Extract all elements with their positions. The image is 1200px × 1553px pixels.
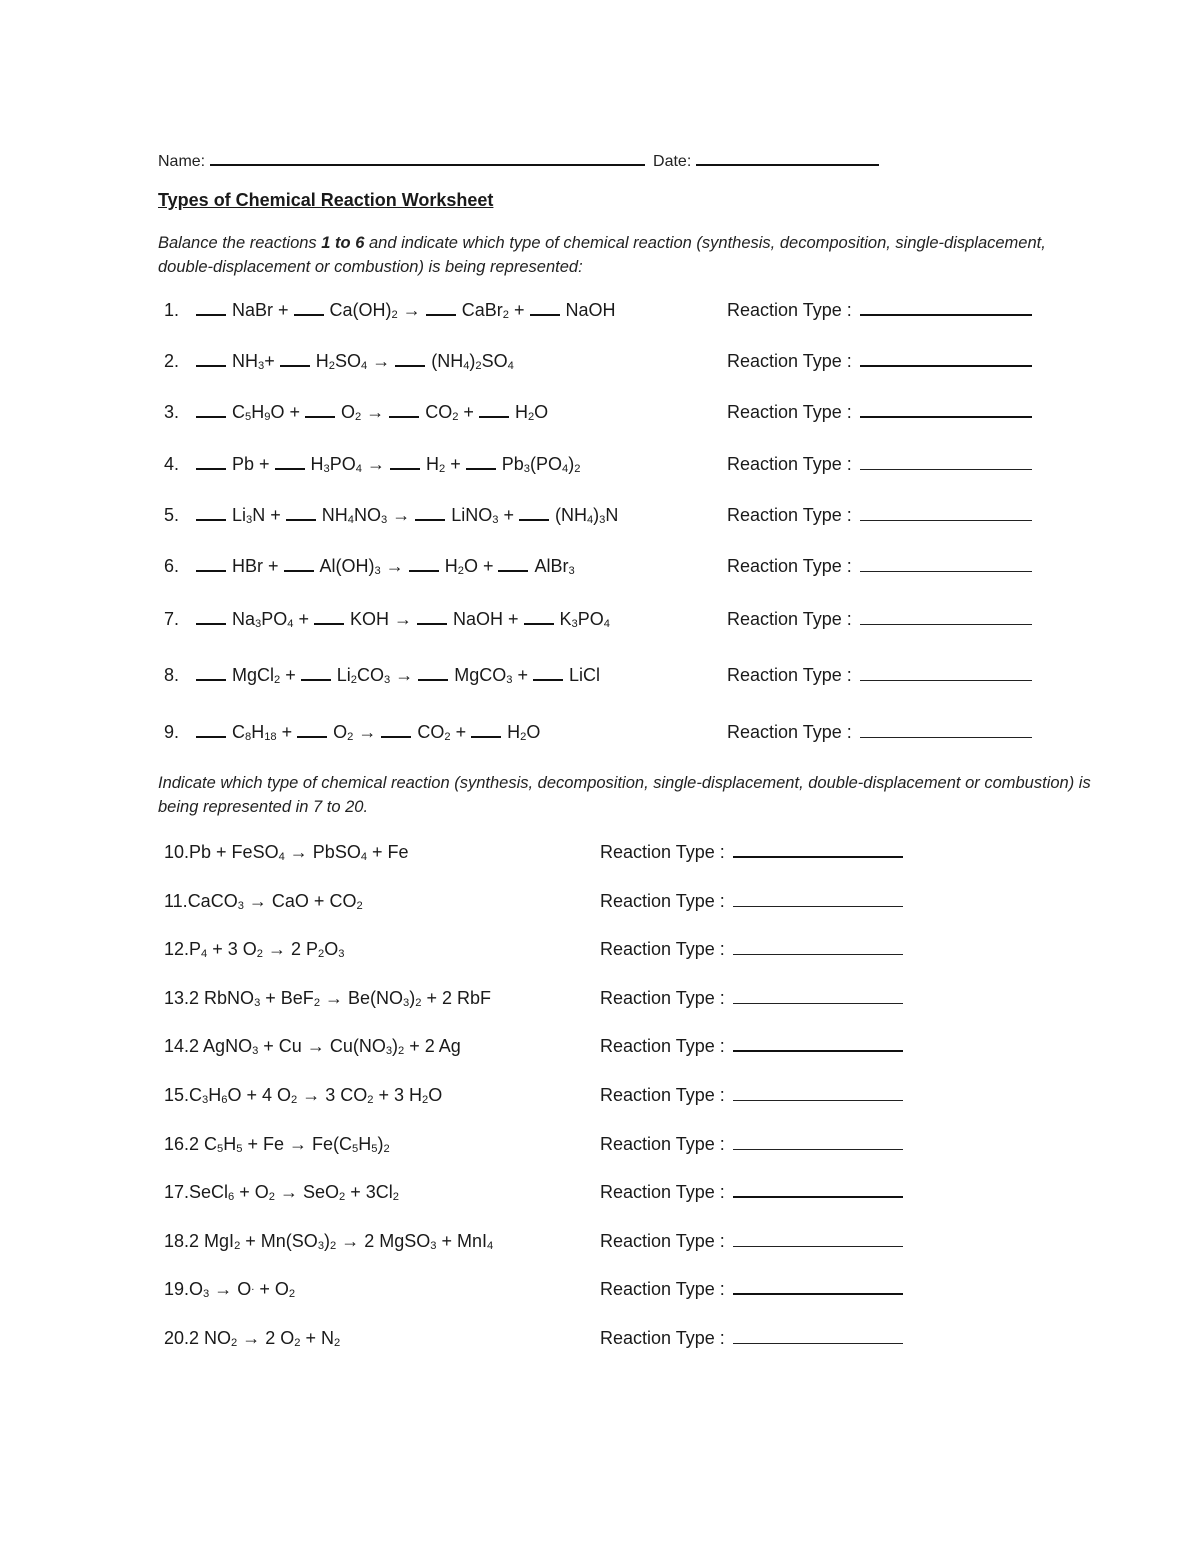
reaction-type-row xyxy=(600,988,903,1009)
reaction-type-row xyxy=(600,1036,903,1057)
equation: $15.C_3H_6O + 4$ $O_2 \to 3$ $CO_2 + 3$ $H_2O$ xyxy=(164,1085,443,1107)
coefficient-blank[interactable] xyxy=(284,558,314,572)
instructions-segment: and indicate which type of chemical reaction (synthesis, decomposition, single-displacement, double-displacement or combustion) is being represented: xyxy=(158,234,1046,276)
equation: $NH_3+ H_2SO_4 \to (NH_4)_2SO_4$ xyxy=(196,351,514,372)
equation: MgCl$_2$ + $Li_2CO_3$ → MgCO$_3$ + LiCl xyxy=(196,665,600,686)
reaction-type-label: Reaction Type : xyxy=(600,1134,725,1154)
equation: 18.2 $MgI_2 + Mn(SO_3)_2 \to 2$ MgSO$_3$ + MnI$_4$ xyxy=(164,1231,494,1253)
coefficient-blank[interactable] xyxy=(301,667,331,681)
date-label: Date: xyxy=(653,153,692,170)
reaction-type-label: Reaction Type : xyxy=(600,988,725,1008)
reaction-type-row xyxy=(727,609,1032,630)
question-number: 5. xyxy=(164,505,180,525)
equation: $19.O_3 \to O^. + O_2$ xyxy=(164,1279,296,1301)
coefficient-blank[interactable] xyxy=(196,507,226,521)
coefficient-blank[interactable] xyxy=(297,724,327,738)
coefficient-blank[interactable] xyxy=(417,611,447,625)
reaction-type-label: Reaction Type : xyxy=(727,505,852,525)
reaction-type-row xyxy=(600,1134,903,1155)
question-number: 3. xyxy=(164,402,180,422)
question-number: 9. xyxy=(164,722,180,742)
question-number: 11. xyxy=(164,891,188,911)
reaction-type-label: Reaction Type : xyxy=(727,351,852,371)
reaction-type-row xyxy=(600,1279,903,1300)
coefficient-blank[interactable] xyxy=(196,404,226,418)
coefficient-blank[interactable] xyxy=(524,611,554,625)
question-number: 19. xyxy=(164,1279,190,1299)
reaction-type-label: Reaction Type : xyxy=(600,891,725,911)
reaction-type-answer-field[interactable] xyxy=(860,612,1032,625)
reaction-type-label: Reaction Type : xyxy=(600,1085,725,1105)
reaction-type-label: Reaction Type : xyxy=(727,300,852,320)
reaction-type-answer-field[interactable] xyxy=(733,991,903,1004)
coefficient-blank[interactable] xyxy=(294,302,324,316)
name-field[interactable] xyxy=(210,150,645,166)
reaction-type-answer-field[interactable] xyxy=(860,668,1032,681)
reaction-type-answer-field[interactable] xyxy=(733,1137,903,1150)
reaction-type-answer-field[interactable] xyxy=(733,844,903,858)
coefficient-blank[interactable] xyxy=(196,302,226,316)
reaction-type-answer-field[interactable] xyxy=(860,353,1032,367)
reaction-type-label: Reaction Type : xyxy=(600,939,725,959)
reaction-type-label: Reaction Type : xyxy=(727,609,852,629)
question-number: 20. xyxy=(164,1328,190,1348)
reaction-type-row xyxy=(600,1085,903,1106)
equation: 14.2 AgNO$_3$ + $Cu \to Cu(NO_3)_2 + 2$ Ag xyxy=(164,1036,461,1058)
reaction-type-label: Reaction Type : xyxy=(727,556,852,576)
coefficient-blank[interactable] xyxy=(381,724,411,738)
reaction-type-label: Reaction Type : xyxy=(600,1182,725,1202)
reaction-type-label: Reaction Type : xyxy=(600,1036,725,1056)
reaction-type-label: Reaction Type : xyxy=(727,665,852,685)
instructions-identify: Indicate which type of chemical reaction (synthesis, decomposition, single-displacement, double-displacement or combustion) is being represented in 7 to 20. xyxy=(158,774,1091,816)
question-number: 8. xyxy=(164,665,180,685)
coefficient-blank[interactable] xyxy=(196,353,226,367)
equation: NaBr + $Ca(OH)_2$ → CaBr$_2$ + NaOH xyxy=(196,300,616,321)
date-field[interactable] xyxy=(696,150,879,166)
coefficient-blank[interactable] xyxy=(466,456,496,470)
reaction-type-label: Reaction Type : xyxy=(727,454,852,474)
instructions-segment: 1 to 6 xyxy=(321,234,365,252)
reaction-type-answer-field[interactable] xyxy=(733,1331,903,1344)
question-number: 14. xyxy=(164,1036,190,1056)
reaction-type-label: Reaction Type : xyxy=(600,1231,725,1251)
reaction-type-answer-field[interactable] xyxy=(860,302,1032,316)
question-number: 18. xyxy=(164,1231,190,1251)
coefficient-blank[interactable] xyxy=(305,404,335,418)
question-number: 7. xyxy=(164,609,180,629)
equation: 17.SeCl$_6$ + $O_2 \to SeO_2 + 3Cl_2$ xyxy=(164,1182,399,1204)
question-number: 15. xyxy=(164,1085,190,1105)
coefficient-blank[interactable] xyxy=(519,507,549,521)
coefficient-blank[interactable] xyxy=(196,456,226,470)
reaction-type-answer-field[interactable] xyxy=(860,559,1032,572)
reaction-type-label: Reaction Type : xyxy=(600,1279,725,1299)
reaction-type-answer-field[interactable] xyxy=(733,1088,903,1101)
coefficient-blank[interactable] xyxy=(415,507,445,521)
reaction-type-answer-field[interactable] xyxy=(860,725,1032,738)
reaction-type-answer-field[interactable] xyxy=(733,1184,903,1198)
reaction-type-label: Reaction Type : xyxy=(600,1328,725,1348)
instructions-balance xyxy=(158,231,1088,279)
question-number: 6. xyxy=(164,556,180,576)
question-number: 16. xyxy=(164,1134,190,1154)
reaction-type-row xyxy=(727,402,1032,423)
reaction-type-label: Reaction Type : xyxy=(727,402,852,422)
question-number: 2. xyxy=(164,351,180,371)
reaction-type-label: Reaction Type : xyxy=(727,722,852,742)
coefficient-blank[interactable] xyxy=(418,667,448,681)
reaction-type-row xyxy=(600,939,903,960)
reaction-type-row xyxy=(727,556,1032,577)
reaction-type-answer-field[interactable] xyxy=(733,894,903,907)
question-number: 10. xyxy=(164,842,190,862)
reaction-type-label: Reaction Type : xyxy=(600,842,725,862)
equation: $Pb + H_3PO_4 \to H_2 + Pb_3(PO_4)_2$ xyxy=(196,454,580,475)
reaction-type-row xyxy=(727,454,1032,475)
reaction-type-answer-field[interactable] xyxy=(733,1234,903,1247)
coefficient-blank[interactable] xyxy=(196,667,226,681)
question-number: 13. xyxy=(164,988,190,1008)
coefficient-blank[interactable] xyxy=(426,302,456,316)
coefficient-blank[interactable] xyxy=(395,353,425,367)
reaction-type-row xyxy=(600,1328,903,1349)
reaction-type-answer-field[interactable] xyxy=(733,1281,903,1295)
question-number: 17. xyxy=(164,1182,190,1202)
coefficient-blank[interactable] xyxy=(389,404,419,418)
reaction-type-row xyxy=(600,891,903,912)
coefficient-blank[interactable] xyxy=(196,611,226,625)
coefficient-blank[interactable] xyxy=(471,724,501,738)
coefficient-blank[interactable] xyxy=(196,724,226,738)
coefficient-blank[interactable] xyxy=(275,456,305,470)
reaction-type-row xyxy=(727,351,1032,372)
reaction-type-answer-field[interactable] xyxy=(860,404,1032,418)
coefficient-blank[interactable] xyxy=(498,558,528,572)
coefficient-blank[interactable] xyxy=(280,353,310,367)
worksheet-title: Types of Chemical Reaction Worksheet xyxy=(158,190,494,210)
equation: $Li_3N + NH_4NO_3$ → LiNO$_3$ + $(NH_4)_3N$ xyxy=(196,505,618,526)
equation: 11.CaCO$_3$ → CaO + $CO_2$ xyxy=(164,891,363,913)
equation: 16.2 $C_5H_5 + Fe \to Fe(C_5H_5)_2$ xyxy=(164,1134,390,1156)
reaction-type-answer-field[interactable] xyxy=(733,942,903,955)
equation: $12.P_4 + 3$ $O_2 \to 2$ $P_2O_3$ xyxy=(164,939,345,961)
name-label: Name: xyxy=(158,153,206,170)
reaction-type-answer-field[interactable] xyxy=(860,508,1032,521)
question-number: 12. xyxy=(164,939,190,959)
coefficient-blank[interactable] xyxy=(314,611,344,625)
reaction-type-row xyxy=(600,842,903,863)
equation: 13.2 RbNO$_3$ + $BeF_2 \to Be(NO_3)_2 + 2$ RbF xyxy=(164,988,492,1010)
equation: $C_5H_9O + O_2 \to CO_2 + H_2O$ xyxy=(196,402,548,423)
instructions-segment: Balance the reactions xyxy=(158,234,322,252)
reaction-type-row xyxy=(727,722,1032,743)
name-row xyxy=(158,150,879,171)
coefficient-blank[interactable] xyxy=(390,456,420,470)
question-number: 4. xyxy=(164,454,180,474)
equation: 20.2 $NO_2 \to 2$ $O_2 + N_2$ xyxy=(164,1328,341,1350)
coefficient-blank[interactable] xyxy=(533,667,563,681)
equation: $Na_3PO_4$ + KOH → NaOH + $K_3PO_4$ xyxy=(196,609,610,630)
reaction-type-answer-field[interactable] xyxy=(733,1038,903,1052)
reaction-type-row xyxy=(600,1231,903,1252)
reaction-type-row xyxy=(727,505,1032,526)
coefficient-blank[interactable] xyxy=(196,558,226,572)
coefficient-blank[interactable] xyxy=(409,558,439,572)
coefficient-blank[interactable] xyxy=(479,404,509,418)
reaction-type-row xyxy=(727,300,1032,321)
coefficient-blank[interactable] xyxy=(530,302,560,316)
reaction-type-row xyxy=(600,1182,903,1203)
equation: $C_8H_{18} + O_2 \to CO_2 + H_2O$ xyxy=(196,722,540,743)
reaction-type-row xyxy=(727,665,1032,686)
reaction-type-answer-field[interactable] xyxy=(860,457,1032,470)
coefficient-blank[interactable] xyxy=(286,507,316,521)
question-number: 1. xyxy=(164,300,180,320)
equation: HBr + $Al(OH)_3 \to H_2O$ + AlBr$_3$ xyxy=(196,556,575,577)
equation: 10.Pb + FeSO$_4$ → PbSO$_4$ + Fe xyxy=(164,842,409,864)
